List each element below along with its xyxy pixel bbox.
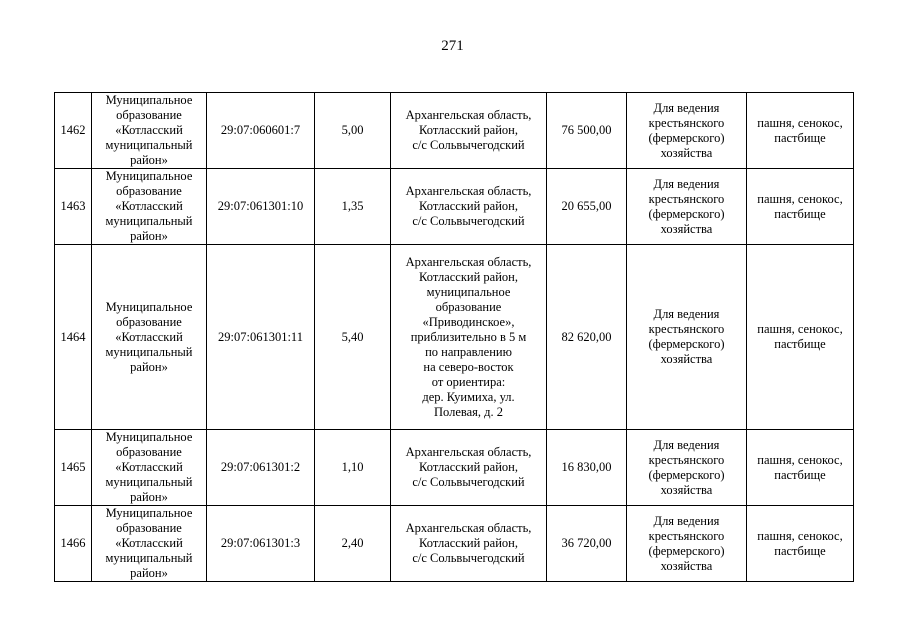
owner-cell [92, 169, 207, 245]
purpose-cell [627, 169, 747, 245]
land-use-text: пашня, сенокос, пастбище [757, 452, 843, 482]
location-text: Архангельская область, Котласский район, с/с Сольвычегодский [405, 108, 532, 152]
location-cell [391, 430, 547, 506]
purpose-cell [627, 430, 747, 506]
location-text: Архангельская область, Котласский район, с/с Сольвычегодский [405, 521, 532, 565]
location-cell [391, 93, 547, 169]
land-use-cell [747, 93, 854, 169]
table-row [55, 506, 854, 582]
table-row [55, 245, 854, 430]
land-use-cell [747, 430, 854, 506]
row-number: 1465 [55, 430, 92, 506]
row-number: 1462 [55, 93, 92, 169]
owner-text: Муниципальное образование «Котласский муниципальный район» [105, 506, 193, 580]
cadastral-number: 29:07:061301:11 [207, 245, 315, 430]
owner-cell [92, 430, 207, 506]
table-row [55, 169, 854, 245]
area-cell: 5,00 [315, 93, 391, 169]
row-number: 1463 [55, 169, 92, 245]
purpose-cell [627, 245, 747, 430]
cadastral-number: 29:07:061301:10 [207, 169, 315, 245]
cadastral-number: 29:07:061301:3 [207, 506, 315, 582]
land-use-text: пашня, сенокос, пастбище [757, 191, 843, 221]
purpose-text: Для ведения крестьянского (фермерского) хозяйства [648, 100, 725, 160]
owner-cell [92, 506, 207, 582]
land-use-text: пашня, сенокос, пастбище [757, 528, 843, 558]
land-use-cell [747, 169, 854, 245]
cadastral-number: 29:07:060601:7 [207, 93, 315, 169]
owner-text: Муниципальное образование «Котласский муниципальный район» [105, 93, 193, 167]
purpose-cell [627, 506, 747, 582]
row-number: 1466 [55, 506, 92, 582]
purpose-text: Для ведения крестьянского (фермерского) хозяйства [648, 437, 725, 497]
purpose-text: Для ведения крестьянского (фермерского) хозяйства [648, 513, 725, 573]
location-text: Архангельская область, Котласский район, с/с Сольвычегодский [405, 184, 532, 228]
area-cell: 5,40 [315, 245, 391, 430]
location-cell [391, 506, 547, 582]
price-cell: 20 655,00 [547, 169, 627, 245]
land-use-text: пашня, сенокос, пастбище [757, 322, 843, 351]
location-cell [391, 245, 547, 430]
purpose-cell [627, 93, 747, 169]
land-use-cell [747, 506, 854, 582]
land-registry-table [54, 92, 854, 582]
page-number: 271 [441, 38, 464, 54]
price-cell: 16 830,00 [547, 430, 627, 506]
table-row [55, 430, 854, 506]
owner-text: Муниципальное образование «Котласский муниципальный район» [105, 299, 193, 374]
owner-cell [92, 93, 207, 169]
land-use-text: пашня, сенокос, пастбище [757, 115, 843, 145]
owner-cell [92, 245, 207, 430]
purpose-text: Для ведения крестьянского (фермерского) хозяйства [648, 176, 725, 236]
location-cell [391, 169, 547, 245]
price-cell: 82 620,00 [547, 245, 627, 430]
price-cell: 36 720,00 [547, 506, 627, 582]
land-use-cell [747, 245, 854, 430]
table-row [55, 93, 854, 169]
row-number: 1464 [55, 245, 92, 430]
price-cell: 76 500,00 [547, 93, 627, 169]
location-text: Архангельская область, Котласский район, муниципальное образование «Приводинское», приблизительно в 5 м по направлению на северо-восток от ориентира: дер. Куимиха, ул. Полевая, д. 2 [405, 254, 532, 419]
purpose-text: Для ведения крестьянского (фермерского) хозяйства [648, 307, 725, 366]
location-text: Архангельская область, Котласский район, с/с Сольвычегодский [405, 445, 532, 489]
cadastral-number: 29:07:061301:2 [207, 430, 315, 506]
area-cell: 1,10 [315, 430, 391, 506]
area-cell: 1,35 [315, 169, 391, 245]
owner-text: Муниципальное образование «Котласский муниципальный район» [105, 430, 193, 504]
owner-text: Муниципальное образование «Котласский муниципальный район» [105, 169, 193, 243]
area-cell: 2,40 [315, 506, 391, 582]
